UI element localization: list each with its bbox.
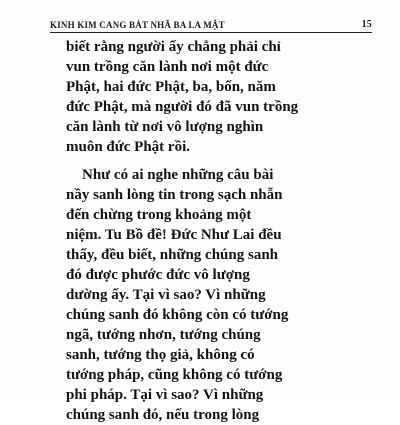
text-line: Như có ai nghe những câu bài: [82, 167, 274, 183]
text-line: căn lành từ nơi vô lượng nghìn: [66, 119, 264, 135]
page-number: 15: [361, 19, 372, 30]
text-line: dường ấy. Tại vì sao? Vì những: [66, 287, 266, 303]
text-line: muôn đức Phật rồi.: [66, 139, 191, 155]
text-line: đó được phước đức vô lượng: [66, 267, 250, 283]
text-line: chúng sanh đó không còn có tướng: [66, 307, 289, 323]
text-line: đến chừng trong khoảng một: [66, 207, 252, 223]
text-line: sanh, tướng thọ giả, không có: [66, 347, 255, 363]
header-rule: [50, 32, 372, 33]
text-line: thấy, đều biết, những chúng sanh: [66, 247, 278, 263]
running-title: KINH KIM CANG BÁT NHÃ BA LA MẬT: [50, 20, 225, 30]
text-line: Phật, hai đức Phật, ba, bốn, năm: [66, 79, 276, 95]
text-line: phi pháp. Tại vì sao? Vì những: [66, 387, 264, 403]
body-text: [66, 37, 380, 425]
paragraph-1: [66, 37, 380, 157]
text-line: tướng pháp, cũng không có tướng: [66, 367, 283, 383]
text-line: chúng sanh đó, nếu trong lòng: [66, 407, 260, 423]
text-line: vun trồng căn lành nơi một đức: [66, 59, 269, 75]
text-line: đức Phật, mà người đó đã vun trồng: [66, 99, 299, 115]
text-line: niệm. Tu Bồ đề! Đức Như Lai đều: [66, 227, 282, 243]
text-line: ngã, tướng nhơn, tướng chúng: [66, 327, 261, 343]
paragraph-2: [66, 165, 380, 425]
text-line: biết rằng người ấy chẳng phải chỉ: [66, 39, 281, 55]
text-line: nầy sanh lòng tin trong sạch nhẫn: [66, 187, 283, 203]
